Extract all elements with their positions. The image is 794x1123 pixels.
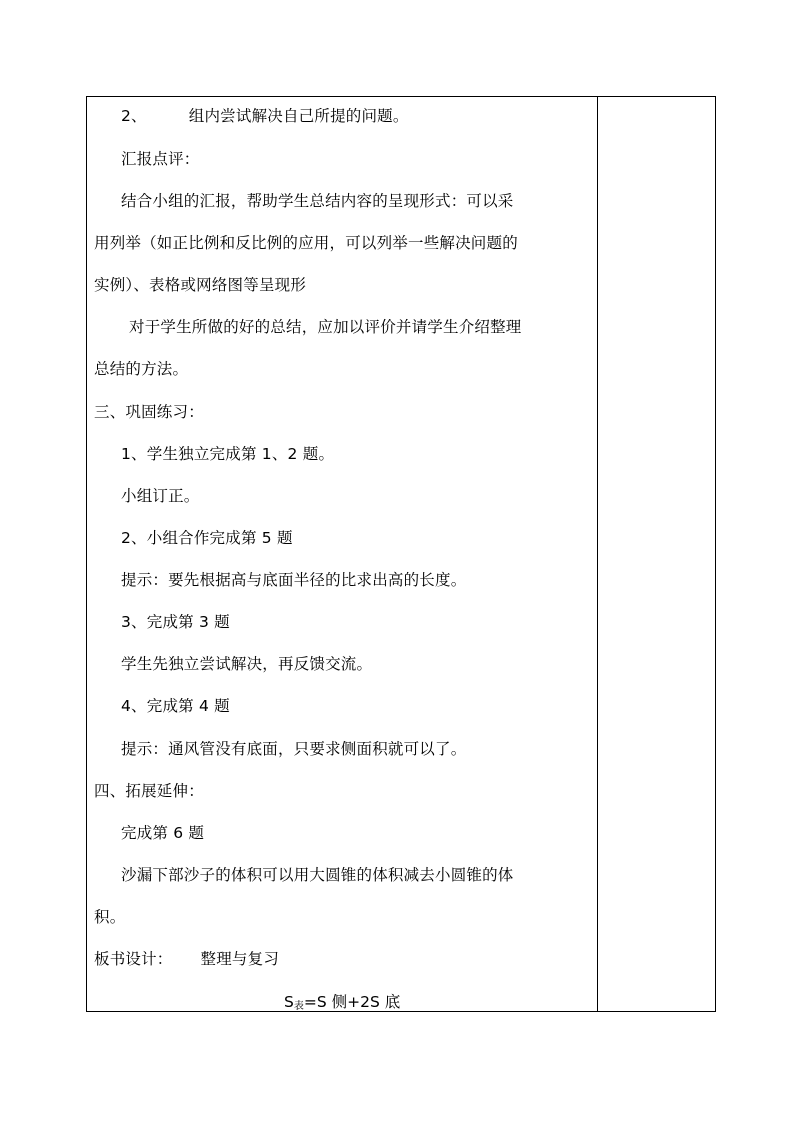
practice-item: 3、完成第 3 题 [121, 613, 230, 631]
practice-item: 学生先独立尝试解决，再反馈交流。 [121, 655, 373, 673]
step-2-line [121, 106, 409, 126]
column-divider [597, 96, 598, 1012]
practice-item: 2、小组合作完成第 5 题 [121, 529, 293, 547]
section-heading-extension: 四、拓展延伸： [94, 782, 204, 800]
formula-symbol: S [284, 993, 294, 1011]
step-2-text: 组内尝试解决自己所提的问题。 [188, 107, 409, 125]
board-design-label: 板书设计： [94, 950, 173, 968]
board-design-title: 整理与复习 [200, 950, 280, 968]
practice-item: 1、学生独立完成第 1、2 题。 [121, 445, 335, 463]
practice-item: 小组订正。 [121, 487, 200, 505]
paragraph-line: 结合小组的汇报，帮助学生总结内容的呈现形式：可以采 [121, 192, 514, 210]
board-design-line [94, 949, 279, 969]
paragraph-line: 对于学生所做的好的总结，应加以评价并请学生介绍整理 [129, 318, 522, 336]
section-heading-practice: 三、巩固练习： [94, 403, 204, 421]
step-2-number: 2、 [121, 107, 147, 125]
extension-item: 完成第 6 题 [121, 824, 205, 842]
practice-hint: 提示：要先根据高与底面半径的比求出高的长度。 [121, 571, 467, 589]
paragraph-line: 实例）、表格或网络图等呈现形 [94, 276, 307, 294]
surface-area-formula [284, 992, 400, 1017]
paragraph-line: 积。 [94, 908, 126, 926]
paragraph-line: 总结的方法。 [94, 360, 189, 378]
paragraph-line: 用列举（如正比例和反比例的应用，可以列举一些解决问题的 [94, 234, 518, 252]
formula-subscript: 表 [293, 1001, 304, 1012]
paragraph-line: 沙漏下部沙子的体积可以用大圆锥的体积减去小圆锥的体 [121, 866, 514, 884]
formula-rest: =S 侧+2S 底 [303, 993, 401, 1011]
practice-item: 4、完成第 4 题 [121, 697, 230, 715]
report-heading: 汇报点评： [121, 150, 200, 168]
practice-hint: 提示：通风管没有底面，只要求侧面积就可以了。 [121, 740, 467, 758]
